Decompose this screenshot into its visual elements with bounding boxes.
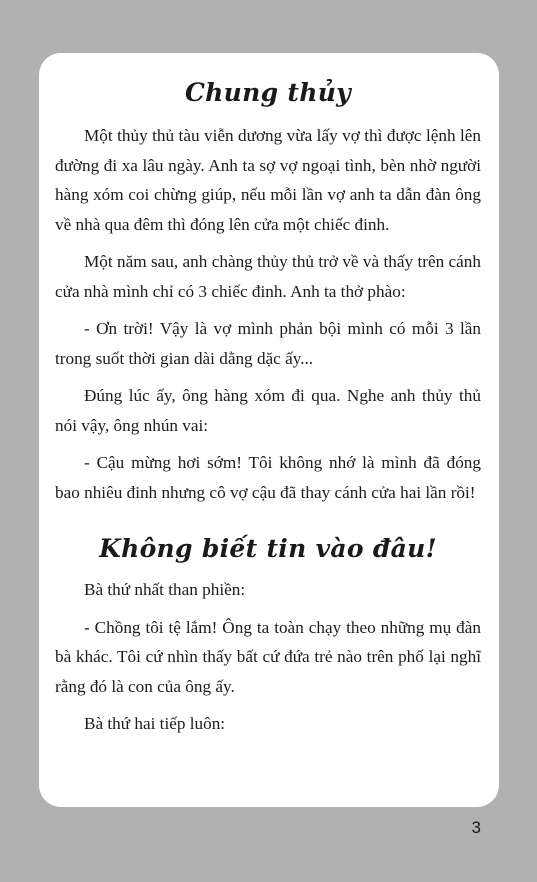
- story2-paragraph-1: Bà thứ nhất than phiền:: [84, 580, 246, 599]
- story-title-khong-biet-tin-vao-dau: Không biết tin vào đâu!: [99, 534, 437, 563]
- story1-paragraph-2: Một năm sau, anh chàng thủy thủ trở về và thấy trên cánh cửa nhà mình chỉ có 3 chiếc đinh. Anh ta thở phào:: [55, 252, 481, 301]
- page-card: [39, 53, 499, 807]
- story1-paragraph-5: - Cậu mừng hơi sớm! Tôi không nhớ là mình đã đóng bao nhiêu đinh nhưng cô vợ cậu đã thay cánh cửa hai lần rồi!: [55, 453, 481, 502]
- story2-paragraph-3: Bà thứ hai tiếp luôn:: [84, 714, 226, 733]
- story2-paragraph-2: - Chồng tôi tệ lắm! Ông ta toàn chạy theo những mụ đàn bà khác. Tôi cứ nhìn thấy bất cứ đứa trẻ nào trên phố lại nghĩ rằng đó là con của ông ấy.: [55, 617, 481, 696]
- story1-paragraph-3: - Ơn trời! Vậy là vợ mình phản bội mình có mỗi 3 lần trong suốt thời gian dài dằng dặc ấy...: [55, 319, 481, 368]
- story-title-chung-thuy: Chung thủy: [184, 78, 352, 107]
- page-number: 3: [471, 818, 481, 837]
- story1-paragraph-1: Một thủy thủ tàu viễn dương vừa lấy vợ thì được lệnh lên đường đi xa lâu ngày. Anh ta sợ vợ ngoại tình, bèn nhờ người hàng xóm coi chừng giúp, nếu mỗi lần vợ anh ta dẫn đàn ông về nhà qua đêm thì đóng lên cửa một chiếc đinh.: [55, 126, 481, 234]
- story1-paragraph-4: Đúng lúc ấy, ông hàng xóm đi qua. Nghe anh thủy thủ nói vậy, ông nhún vai:: [55, 386, 481, 435]
